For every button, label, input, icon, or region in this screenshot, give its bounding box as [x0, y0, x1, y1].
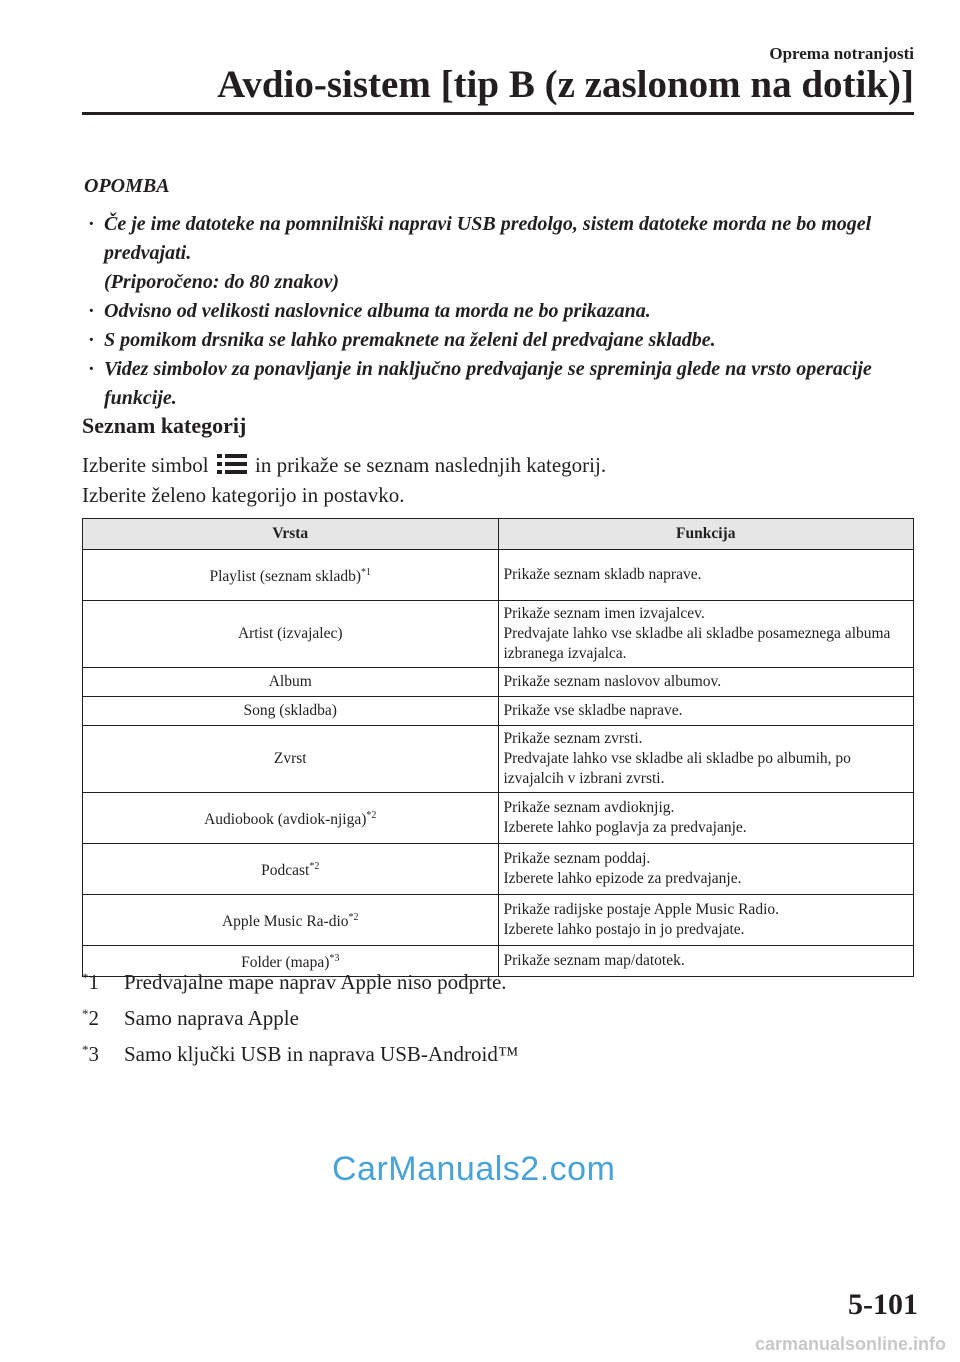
- category-function: Prikaže seznam skladb naprave.: [498, 550, 914, 601]
- header-divider: [82, 112, 914, 115]
- table-row: [83, 726, 914, 793]
- bullet-icon: ·: [88, 213, 95, 235]
- bullet-icon: ·: [88, 358, 95, 380]
- source-watermark: carmanualsonline.info: [754, 1334, 946, 1354]
- footnote-text: Predvajalne mape naprav Apple niso podprte.: [124, 970, 507, 994]
- footnote: [82, 962, 518, 998]
- category-function: Prikaže seznam zvrsti. Predvajate lahko vse skladbe ali skladbe po albumih, po izvajalcih v izbrani zvrsti.: [498, 726, 914, 793]
- note-list: [84, 210, 904, 413]
- footnote-mark: *2: [82, 1006, 99, 1030]
- instruction-text: Izberite simbol: [82, 453, 209, 477]
- watermark: CarManuals2.com: [332, 1150, 616, 1188]
- category-function: Prikaže seznam imen izvajalcev. Predvajate lahko vse skladbe ali skladbe posameznega albuma izbranega izvajalca.: [498, 601, 914, 668]
- table-row: [83, 844, 914, 895]
- category-type: Song (skladba): [83, 697, 499, 726]
- page-number: 5-101: [848, 1288, 918, 1321]
- category-function: Prikaže seznam poddaj. Izberete lahko epizode za predvajanje.: [498, 844, 914, 895]
- note-item: [84, 326, 904, 355]
- instruction-text: in prikaže se seznam naslednjih kategorij.: [255, 453, 607, 477]
- note-heading: OPOMBA: [84, 175, 170, 197]
- list-icon: [217, 454, 247, 474]
- column-header-type: Vrsta: [83, 519, 499, 550]
- footnote-mark: *1: [82, 970, 99, 994]
- note-item: [84, 297, 904, 326]
- category-function: Prikaže vse skladbe naprave.: [498, 697, 914, 726]
- table-row: [83, 550, 914, 601]
- table-row: [83, 697, 914, 726]
- section-heading: Seznam kategorij: [82, 413, 247, 438]
- column-header-function: Funkcija: [498, 519, 914, 550]
- category-type: Podcast$^{*2}$: [83, 844, 499, 895]
- category-type: Zvrst: [83, 726, 499, 793]
- note-text: Videz simbolov za ponavljanje in naključno predvajanje se spreminja glede na vrsto operacije funkcije.: [104, 358, 872, 409]
- section-name: Oprema notranjosti: [769, 44, 914, 63]
- category-function: Prikaže seznam map/datotek.: [498, 946, 914, 977]
- footnote-text: Samo ključki USB in naprava USB-Android™: [124, 1042, 519, 1066]
- footnote-ref: *1: [361, 567, 372, 578]
- page-title: Avdio-sistem [tip B (z zaslonom na dotik)]: [217, 63, 914, 106]
- category-function: Prikaže seznam naslovov albumov.: [498, 668, 914, 697]
- note-subtext: (Priporočeno: do 80 znakov): [104, 271, 339, 293]
- category-function: Prikaže radijske postaje Apple Music Radio. Izberete lahko postajo in jo predvajate.: [498, 895, 914, 946]
- footnotes: [82, 962, 518, 1070]
- category-type: Album: [83, 668, 499, 697]
- footnote-ref: *2: [309, 861, 320, 872]
- table-row: [83, 601, 914, 668]
- table-row: [83, 668, 914, 697]
- category-type: Apple Music Ra-dio$^{*2}$: [83, 895, 499, 946]
- note-item: [84, 210, 904, 297]
- category-function: Prikaže seznam avdioknjig. Izberete lahko poglavja za predvajanje.: [498, 793, 914, 844]
- table-row: [83, 793, 914, 844]
- category-type: Audiobook (avdiok-njiga)$^{*2}$: [83, 793, 499, 844]
- footnote-ref: *3: [329, 953, 340, 964]
- footnote-mark: *3: [82, 1042, 99, 1066]
- note-item: [84, 355, 904, 413]
- table-header-row: [83, 519, 914, 550]
- instruction-paragraph: Izberite želeno kategorijo in postavko.: [82, 483, 405, 507]
- footnote: [82, 998, 518, 1034]
- bullet-icon: ·: [88, 329, 95, 351]
- note-text: Če je ime datoteke na pomnilniški napravi USB predolgo, sistem datoteke morda ne bo mogel predvajati.: [104, 213, 872, 264]
- category-type: Artist (izvajalec): [83, 601, 499, 668]
- instruction-paragraph: [82, 450, 922, 480]
- footnote-text: Samo naprava Apple: [124, 1006, 299, 1030]
- footnote-ref: *2: [366, 810, 377, 821]
- note-text: Odvisno od velikosti naslovnice albuma ta morda ne bo prikazana.: [104, 300, 651, 322]
- footnote: [82, 1034, 518, 1070]
- footnote-ref: *2: [348, 912, 359, 923]
- category-type: Playlist (seznam skladb)$^{*1}$: [83, 550, 499, 601]
- category-type: Folder (mapa)$^{*3}$: [83, 946, 499, 977]
- note-text: S pomikom drsnika se lahko premaknete na želeni del predvajane skladbe.: [104, 329, 716, 351]
- category-table: [82, 518, 914, 977]
- bullet-icon: ·: [88, 300, 95, 322]
- table-row: [83, 895, 914, 946]
